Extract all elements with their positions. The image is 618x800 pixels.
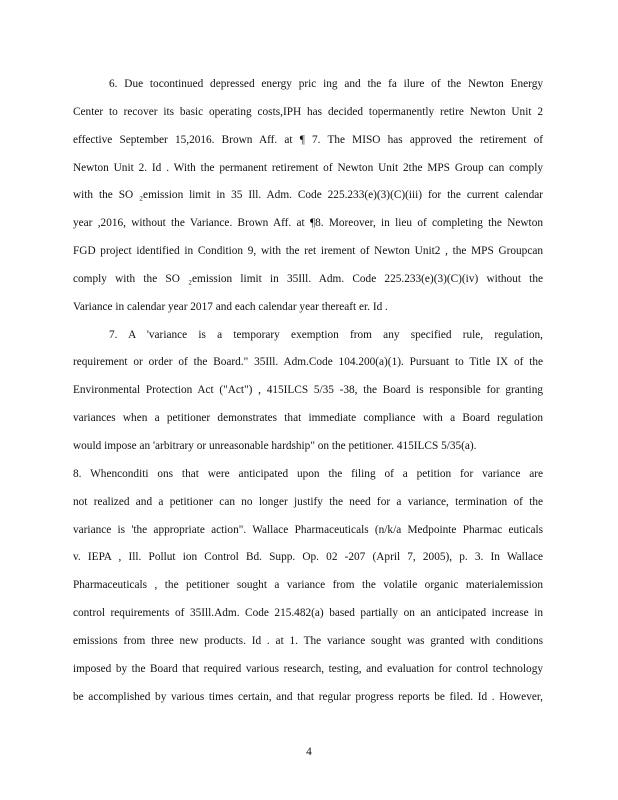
paragraph-8-line-2: not realized and a petitioner can no longer justify the need for a variance, termination of the (73, 495, 543, 508)
paragraph-6-line-1: 6. Due tocontinued depressed energy pric ing and the fa ilure of the Newton Energy (109, 78, 543, 90)
paragraph-7-line-5: would impose an 'arbitrary or unreasonable hardship" on the petitioner. 415ILCS 5/35(a). (73, 439, 477, 452)
page-number: 4 (306, 746, 312, 758)
paragraph-7-line-2: requirement or order of the Board." 35Ill. Adm.Code 104.200(a)(1). Pursuant to Title IX of the (73, 356, 543, 369)
paragraph-8-line-6: control requirements of 35Ill.Adm. Code 215.482(a) based partially on an anticipated increase in (73, 607, 543, 620)
paragraph-7-line-3: Environmental Protection Act ("Act") , 415ILCS 5/35 -38, the Board is responsible for granting (73, 384, 543, 397)
paragraph-8-line-1: 8. Whenconditi ons that were anticipated upon the filing of a petition for variance are (73, 467, 543, 480)
body-text (73, 71, 543, 711)
paragraph-8-line-3: variance is 'the appropriate action". Wallace Pharmaceuticals (n/k/a Medpointe Pharmac euticals (73, 523, 543, 536)
paragraph-8-line-4: v. IEPA , Ill. Pollut ion Control Bd. Supp. Op. 02 -207 (April 7, 2005), p. 3. In Wallace (73, 551, 543, 564)
paragraph-7-line-1: 7. A 'variance is a temporary exemption from any specified rule, regulation, (109, 328, 543, 341)
paragraph-8-line-5: Pharmaceuticals , the petitioner sought a variance from the volatile organic materialemission (73, 579, 543, 592)
paragraph-8-line-7: emissions from three new products. Id . at 1. The variance sought was granted with conditions (73, 634, 543, 647)
paragraph-6-line-6: year ,2016, without the Variance. Brown Aff. at ¶8. Moreover, in lieu of completing the Newton (73, 217, 543, 230)
paragraph-7-line-4: variances when a petitioner demonstrates that immediate compliance with a Board regulation (73, 412, 543, 425)
paragraph-6-line-8: comply with the SO ₂emission limit in 35Ill. Adm. Code 225.233(e)(3)(C)(iv) without the (73, 272, 543, 285)
paragraph-6-line-3: effective September 15,2016. Brown Aff. at ¶ 7. The MISO has approved the retirement of (73, 133, 543, 146)
paragraph-6-line-2: Center to recover its basic operating costs,IPH has decided topermanently retire Newton Unit 2 (73, 105, 543, 118)
paragraph-6-line-4: Newton Unit 2. Id . With the permanent retirement of Newton Unit 2the MPS Group can comply (73, 161, 543, 174)
paragraph-8-line-9: be accomplished by various times certain, and that regular progress reports be filed. Id . However, (73, 690, 543, 703)
paragraph-6-line-5: with the SO ₂emission limit in 35 Ill. Adm. Code 225.233(e)(3)(C)(iii) for the current calendar (73, 189, 543, 202)
paragraph-6-line-7: FGD project identified in Condition 9, with the ret irement of Newton Unit2 , the MPS Groupcan (73, 245, 543, 258)
paragraph-8-line-8: imposed by the Board that required various research, testing, and evaluation for control technology (73, 662, 543, 675)
paragraph-6-line-9: Variance in calendar year 2017 and each calendar year thereaft er. Id . (73, 300, 388, 313)
